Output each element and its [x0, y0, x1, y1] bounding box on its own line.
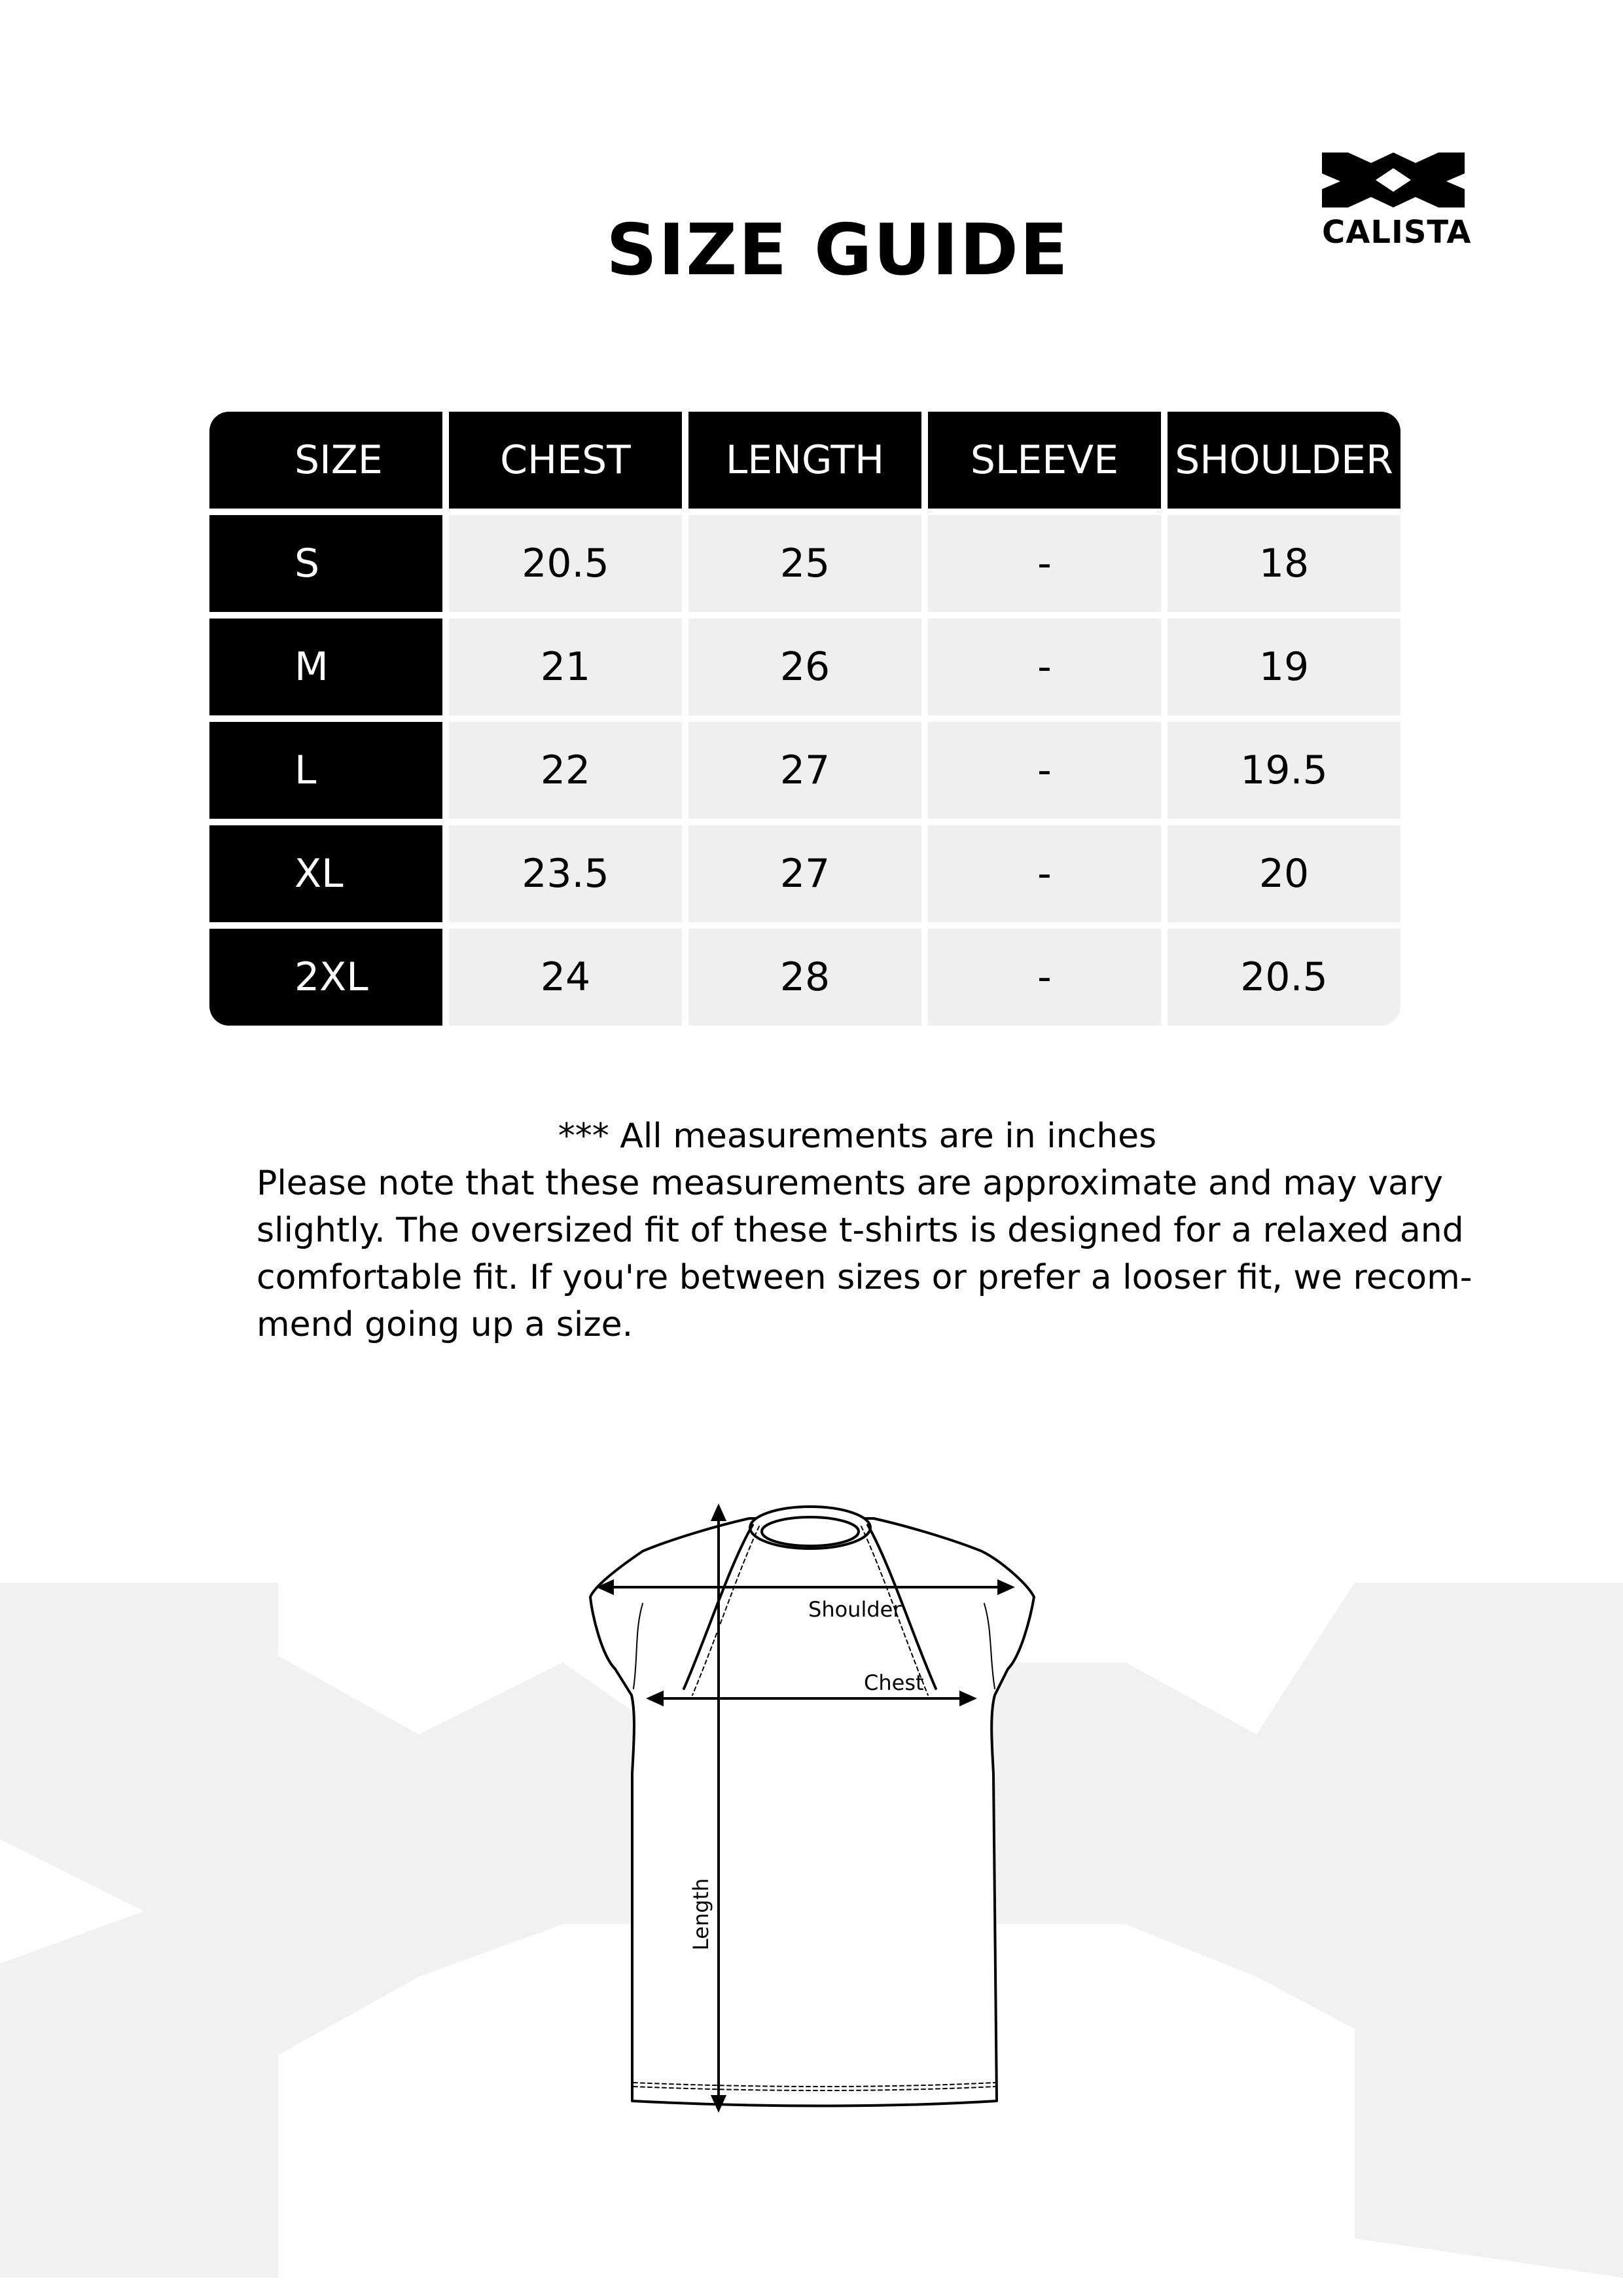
length-label: Length — [688, 1878, 713, 1950]
shoulder-cell: 19.5 — [1168, 722, 1400, 819]
tshirt-measurement-diagram — [576, 1499, 1073, 2114]
sleeve-cell: - — [928, 722, 1161, 819]
shoulder-cell: 18 — [1168, 515, 1400, 612]
collar — [750, 1507, 870, 1549]
page-title: SIZE GUIDE — [606, 209, 1069, 291]
chest-cell: 21 — [449, 619, 682, 715]
chest-cell: 23.5 — [449, 825, 682, 922]
shoulder-cell: 20 — [1168, 825, 1400, 922]
chest-label: Chest — [864, 1670, 924, 1695]
header-sleeve: SLEEVE — [928, 412, 1161, 509]
chest-cell: 24 — [449, 929, 682, 1026]
table-row — [209, 825, 1400, 922]
disclaimer-line: slightly. The oversized fit of these t-shirts is designed for a relaxed and — [257, 1211, 1464, 1250]
length-cell: 25 — [688, 515, 921, 612]
sleeve-cell: - — [928, 929, 1161, 1026]
size-table — [203, 405, 1407, 1032]
table-header-row — [209, 412, 1400, 509]
size-cell: M — [209, 619, 442, 715]
chest-cell: 20.5 — [449, 515, 682, 612]
sleeve-cell: - — [928, 825, 1161, 922]
chest-cell: 22 — [449, 722, 682, 819]
disclaimer-line: mend going up a size. — [257, 1305, 633, 1344]
size-cell: XL — [209, 825, 442, 922]
size-cell: L — [209, 722, 442, 819]
size-cell: 2XL — [209, 929, 442, 1026]
shoulder-label: Shoulder — [808, 1597, 902, 1622]
header-size: SIZE — [209, 412, 442, 509]
header-shoulder: SHOULDER — [1168, 412, 1400, 509]
sleeve-cell: - — [928, 515, 1161, 612]
table-row — [209, 619, 1400, 715]
disclaimer-line: comfortable fit. If you're between sizes or prefer a looser fit, we recom- — [257, 1258, 1472, 1297]
header-chest: CHEST — [449, 412, 682, 509]
length-cell: 26 — [688, 619, 921, 715]
table-row — [209, 515, 1400, 612]
table-row — [209, 929, 1400, 1026]
measurement-unit-note: *** All measurements are in inches — [558, 1117, 1157, 1156]
length-cell: 27 — [688, 825, 921, 922]
shoulder-cell: 19 — [1168, 619, 1400, 715]
sleeve-cell: - — [928, 619, 1161, 715]
table-row — [209, 722, 1400, 819]
length-cell: 28 — [688, 929, 921, 1026]
length-cell: 27 — [688, 722, 921, 819]
fit-disclaimer — [257, 1160, 1472, 1348]
shoulder-cell: 20.5 — [1168, 929, 1400, 1026]
brand-name: CALISTA — [1322, 214, 1472, 251]
calista-logo-icon — [1322, 147, 1465, 213]
size-cell: S — [209, 515, 442, 612]
disclaimer-line: Please note that these measurements are approximate and may vary — [257, 1164, 1444, 1203]
header-length: LENGTH — [688, 412, 921, 509]
